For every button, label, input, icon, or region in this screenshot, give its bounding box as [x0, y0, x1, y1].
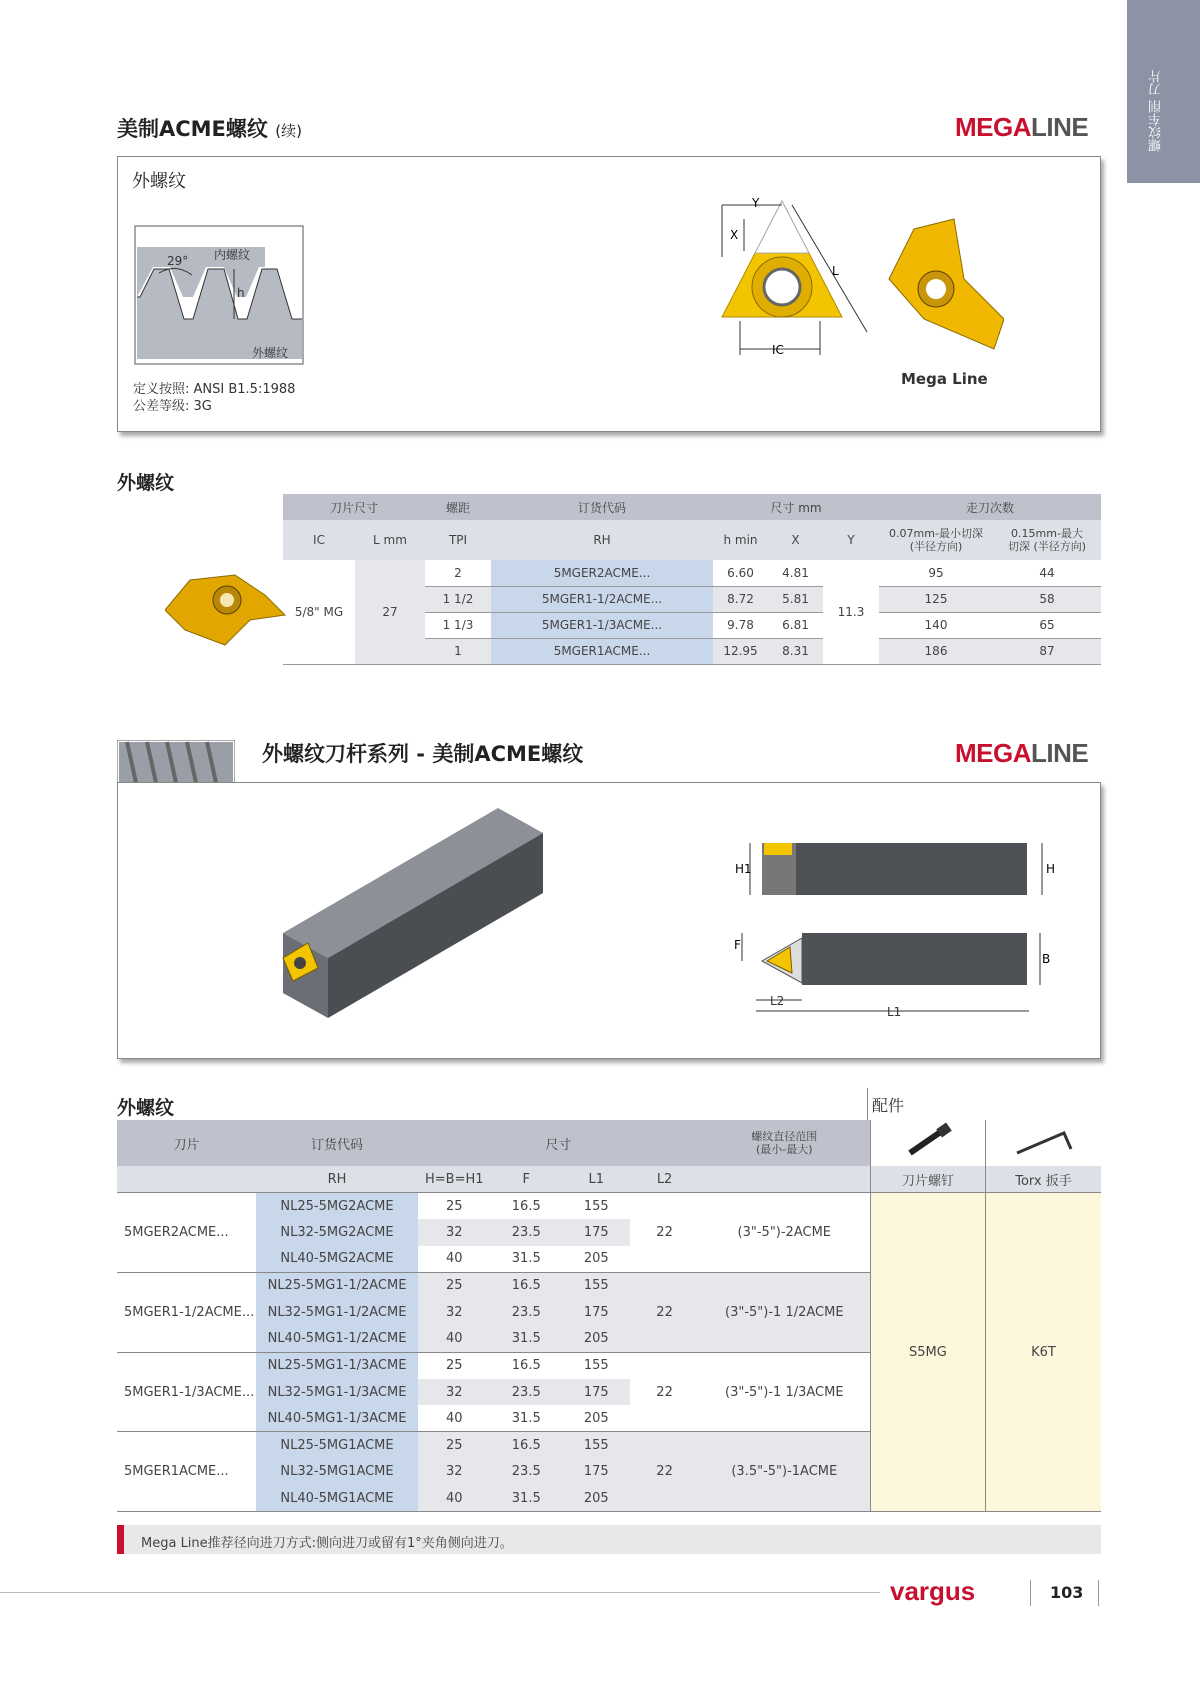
megaline-logo: MEGALINE — [955, 112, 1089, 142]
svg-text:B: B — [1042, 952, 1051, 966]
tolerance-text: 公差等级: 3G — [133, 399, 212, 414]
l-cell: 27 — [355, 560, 425, 664]
svg-text:H1: H1 — [735, 862, 752, 876]
table1-title: 外螺纹 — [117, 472, 175, 494]
svg-text:L1: L1 — [887, 1005, 902, 1019]
torx-wrench-image — [986, 1120, 1102, 1166]
order-code: 5MGER1ACME... — [491, 638, 713, 664]
screw-code: S5MG — [870, 1193, 985, 1512]
svg-text:X: X — [730, 228, 739, 242]
svg-text:H: H — [1046, 862, 1056, 876]
side-tab: 螺纹车削 刀片 — [1127, 0, 1200, 183]
svg-text:内螺纹: 内螺纹 — [214, 248, 251, 262]
insert-3d-image — [884, 209, 1004, 359]
order-code: 5MGER2ACME... — [491, 560, 713, 586]
page-number: 103 — [1050, 1583, 1084, 1602]
svg-text:外螺纹: 外螺纹 — [252, 346, 289, 360]
y-cell: 11.3 — [837, 604, 865, 619]
thread-profile-diagram — [134, 225, 306, 367]
svg-text:L: L — [832, 264, 839, 278]
holder-side-view — [732, 833, 1092, 913]
insert-image — [165, 570, 290, 650]
accessories-title: 配件 — [872, 1096, 905, 1115]
order-code: 5MGER1-1/3ACME... — [491, 612, 713, 638]
svg-text:29°: 29° — [167, 254, 189, 268]
insert-screw-image — [870, 1120, 985, 1166]
svg-text:L2: L2 — [770, 994, 785, 1008]
insert-table: 刀片尺寸 螺距 订货代码 尺寸 mm 走刀次数 IC L mm TPI RH h min X Y 0.07mm-最小切深 (半径方向) 0.15mm-最大 切深 (半径方向) 5/8" MG 27 2 5MGER2ACME... 6.60 4.81 11.3 95 44 1 1/2 5MGER1-1/2ACME... 8.72 5.81 125 58 1 1/3 5MGER1-1/3ACME... 9.78 6.81 140 65 1 5MGER1ACME... 12.95 8.31 186 87 — [283, 494, 1101, 665]
svg-text:IC: IC — [772, 343, 784, 357]
svg-text:Y: Y — [752, 197, 760, 210]
vargus-logo: vargus — [890, 1576, 976, 1606]
svg-text:F: F — [734, 938, 741, 952]
holder-section-title: 外螺纹刀杆系列 - 美制ACME螺纹 — [262, 742, 584, 766]
table2-title: 外螺纹 — [117, 1097, 175, 1119]
insert-caption: Mega Line — [901, 370, 988, 388]
box-title: 外螺纹 — [132, 171, 186, 192]
svg-text:h: h — [237, 286, 245, 300]
wrench-code: K6T — [986, 1193, 1102, 1512]
holder-box — [117, 782, 1101, 1059]
note-bar — [117, 1525, 1101, 1554]
holder-table: 刀片 订货代码 尺寸 螺纹直径范围 (最小-最大) RH H=B=H1 F L1 L2 刀片螺钉 Torx 扳手 5MGER2ACME... NL25-5MG2ACME 25 16.5 155 22 (3"-5")-2ACME S5MG K6T NL32-5MG2ACME 32 23.5 175 NL40-5MG2ACME 40 31.5 205 5MGER1-1/2ACME... NL25-5MG1-1/2ACME 25 16.5 155 22 (3"-5")-1 1/2ACME NL32-5MG1-1/2ACME 32 23.5 175 NL40-5MG1-1/2ACME 40 31.5 205 5MGER1-1/3ACME... NL25-5MG1-1/3ACME 25 16.5 155 22 (3"-5")-1 1/3ACME NL32-5MG1-1/3ACME 32 23.5 175 NL40-5MG1-1/3ACME 40 31.5 205 5MGER1ACME... NL25-5MG1ACME 25 16.5 155 22 (3.5"-5")-1ACME NL32-5MG1ACME 32 23.5 175 NL40-5MG1ACME 40 31.5 205 — [117, 1120, 1101, 1512]
order-code: 5MGER1-1/2ACME... — [491, 586, 713, 612]
section-title: 美制ACME螺纹 (续) — [117, 117, 302, 141]
standard-text: 定义按照: ANSI B1.5:1988 — [133, 382, 296, 397]
megaline-logo: MEGALINE — [955, 738, 1089, 768]
holder-top-view — [732, 923, 1092, 1023]
ic-cell: 5/8" MG — [294, 604, 344, 619]
info-box — [117, 156, 1101, 432]
holder-3d-image — [278, 803, 558, 1043]
note-text: Mega Line推荐径向进刀方式:侧向进刀或留有1°夹角侧向进刀。 — [141, 1536, 513, 1551]
footer-rule — [0, 1592, 880, 1593]
